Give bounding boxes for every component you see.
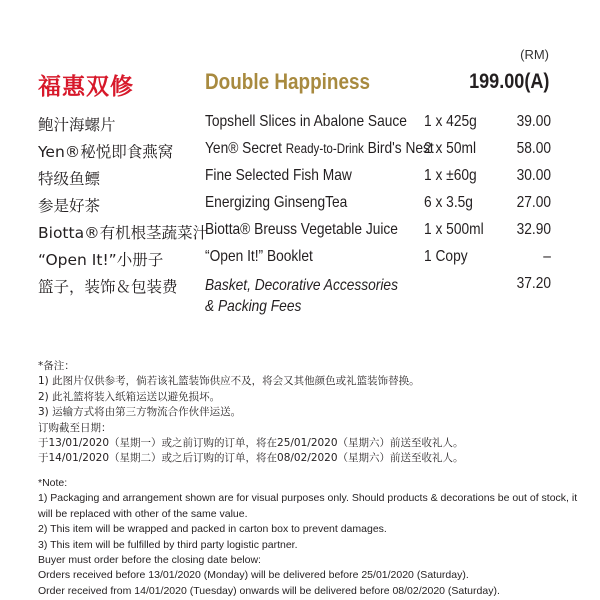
item-name-cn: 特级鱼鳔 bbox=[38, 170, 101, 188]
note-line: will be replaced with other of the same value. bbox=[38, 507, 248, 520]
note-line: *备注： bbox=[38, 360, 75, 372]
item-price: 58.00 bbox=[516, 140, 551, 157]
item-row bbox=[38, 140, 553, 167]
item-price: – bbox=[543, 248, 551, 265]
item-quantity: 2 x 50ml bbox=[424, 140, 477, 157]
item-name-cn: 篮子，装饰＆包装费 bbox=[38, 278, 178, 296]
item-price: 32.90 bbox=[516, 221, 551, 238]
item-row bbox=[38, 113, 553, 140]
item-name-en-part: Ready-to-Drink bbox=[285, 141, 364, 156]
note-line: 2) This item will be wrapped and packed in carton box to prevent damages. bbox=[38, 523, 387, 536]
note-line: 1) 此图片仅供参考，倘若该礼篮装饰供应不及，将会又其他颜色或礼篮装饰替换。 bbox=[38, 375, 420, 388]
item-quantity: 6 x 3.5g bbox=[424, 194, 473, 211]
currency-unit: (RM) bbox=[520, 47, 549, 62]
note-line: *Note: bbox=[38, 477, 68, 489]
item-name-en-line: & Packing Fees bbox=[205, 298, 302, 315]
item-name-en: “Open It!” Booklet bbox=[205, 248, 313, 265]
item-price: 39.00 bbox=[516, 113, 551, 130]
note-line: 于14/01/2020（星期二）或之后订购的订单，将在08/02/2020（星期六）前送至收礼人。 bbox=[38, 452, 464, 465]
item-list bbox=[38, 113, 553, 323]
item-row bbox=[38, 248, 553, 275]
item-row bbox=[38, 275, 553, 323]
item-name-en: Topshell Slices in Abalone Sauce bbox=[205, 113, 407, 130]
notes-chinese bbox=[38, 359, 464, 467]
item-name-en bbox=[205, 275, 398, 317]
item-row bbox=[38, 194, 553, 221]
item-quantity: 1 x 425g bbox=[424, 113, 477, 130]
note-line: Orders received before 13/01/2020 (Monday) will be delivered before 25/01/2020 (Saturday). bbox=[38, 569, 469, 582]
item-name-cn: 参是好茶 bbox=[38, 197, 101, 215]
item-name-cn: “Open It!”小册子 bbox=[38, 251, 164, 269]
note-line: Buyer must order before the closing date below: bbox=[38, 554, 261, 567]
item-name-en-part: Yen® Secret bbox=[205, 140, 286, 157]
note-line: Order received from 14/01/2020 (Tuesday) onwards will be delivered before 08/02/2020 (Saturday). bbox=[38, 584, 500, 597]
item-quantity: 1 x ±60g bbox=[424, 167, 477, 184]
item-name-cn: Yen®秘悦即食燕窝 bbox=[38, 143, 174, 161]
notes-english bbox=[38, 476, 577, 599]
item-name-en: Biotta® Breuss Vegetable Juice bbox=[205, 221, 398, 238]
note-line: 3) 运输方式将由第三方物流合作伙伴运送。 bbox=[38, 406, 242, 419]
item-quantity: 1 Copy bbox=[424, 248, 468, 265]
item-price: 30.00 bbox=[516, 167, 551, 184]
product-title-en: Double Happiness bbox=[205, 69, 371, 94]
note-line: 1) Packaging and arrangement shown are for visual purposes only. Should products & decorations be out of stock, it bbox=[38, 492, 578, 505]
note-line: 2) 此礼篮将装入纸箱运送以避免损坏。 bbox=[38, 390, 221, 403]
item-name-en-line: Basket, Decorative Accessories bbox=[205, 277, 398, 294]
item-name-en bbox=[205, 140, 434, 158]
note-line: 订购截至日期： bbox=[38, 421, 112, 434]
item-name-en: Energizing GinsengTea bbox=[205, 194, 348, 211]
note-line: 3) This item will be fulfilled by third party logistic partner. bbox=[38, 538, 298, 551]
item-quantity: 1 x 500ml bbox=[424, 221, 484, 238]
item-name-cn: 鲍汁海螺片 bbox=[38, 116, 116, 134]
item-name-en: Fine Selected Fish Maw bbox=[205, 167, 352, 184]
product-title-cn: 福惠双修 bbox=[38, 74, 134, 100]
item-name-en-part: Bird's Nest bbox=[363, 140, 434, 157]
note-line: 于13/01/2020（星期一）或之前订购的订单，将在25/01/2020（星期六）前送至收礼人。 bbox=[38, 437, 464, 450]
total-price: 199.00(A) bbox=[468, 70, 549, 93]
item-price: 27.00 bbox=[516, 194, 551, 211]
item-name-cn: Biotta®有机根茎蔬菜汁 bbox=[38, 224, 209, 242]
item-row bbox=[38, 221, 553, 248]
item-row bbox=[38, 167, 553, 194]
item-price: 37.20 bbox=[516, 275, 551, 292]
